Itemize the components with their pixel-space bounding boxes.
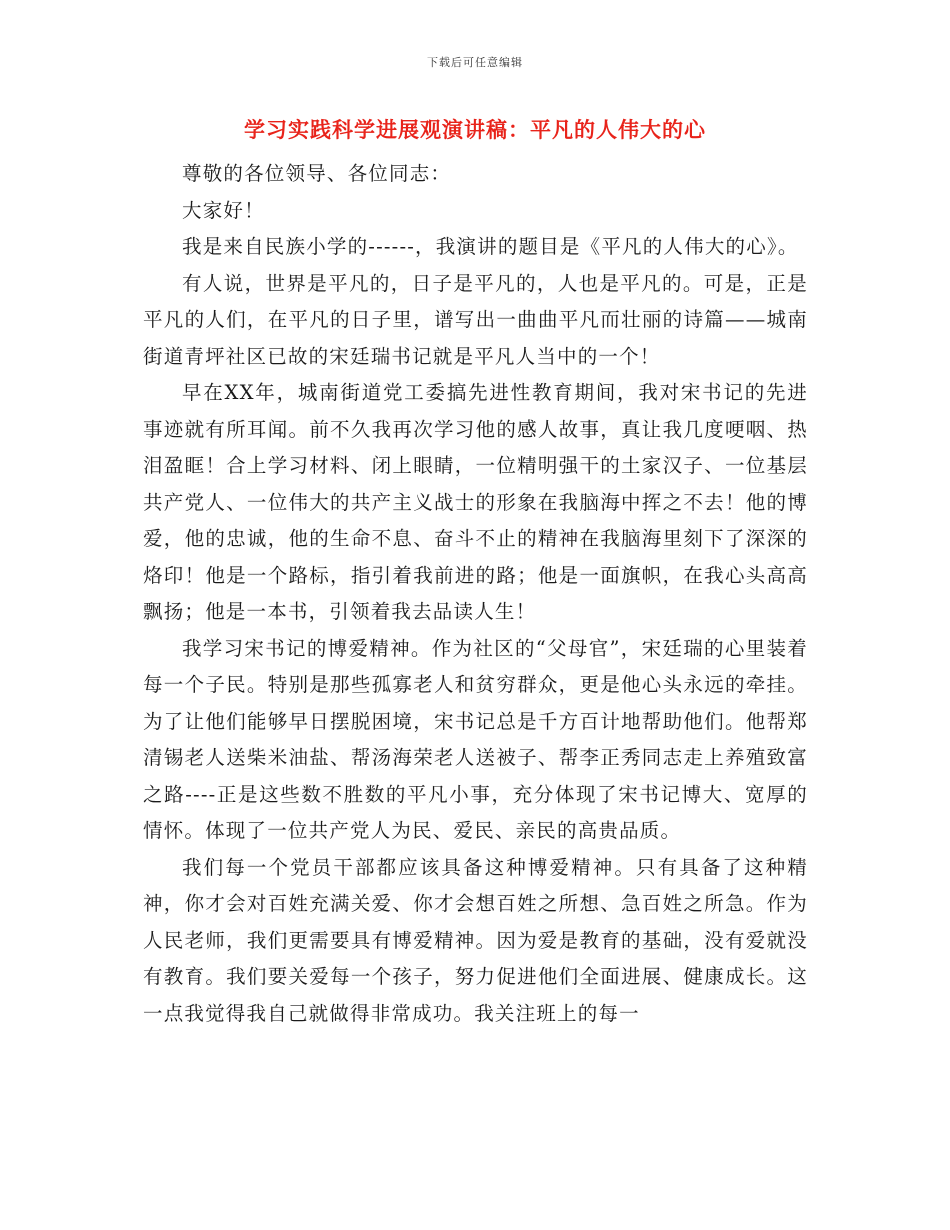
paragraph-greeting: 大家好！ — [182, 198, 265, 222]
paragraph-fraternity-spirit: 我学习宋书记的博爱精神。作为社区的“父母官”，宋廷瑞的心里装着每一个子民。特别是那些孤寡老人和贫穷群众，更是他心头永远的牵挂。为了让他们能够早日摆脱困境，宋书记总是千方百计地帮助他们。他帮郑清锡老人送柴米油盐、帮汤海荣老人送被子、帮李正秀同志走上养殖致富之路----正是这些数不胜数的平凡小事，充分体现了宋书记博大、宽厚的情怀。体现了一位共产党人为民、爱民、亲民的高贵品质。 — [143, 636, 808, 842]
document-title: 学习实践科学进展观演讲稿：平凡的人伟大的心 — [244, 117, 706, 142]
document-body — [143, 156, 808, 1032]
header-note: 下载后可任意编辑 — [427, 56, 523, 69]
paragraph-introduction: 我是来自民族小学的------，我演讲的题目是《平凡的人伟大的心》。 — [182, 235, 799, 258]
paragraph-ordinary-world: 有人说，世界是平凡的，日子是平凡的，人也是平凡的。可是，正是平凡的人们，在平凡的日子里，谱写出一曲曲平凡而壮丽的诗篇——城南街道青坪社区已故的宋廷瑞书记就是平凡人当中的一个！ — [143, 271, 808, 368]
paragraph-salutation: 尊敬的各位领导、各位同志： — [182, 162, 452, 185]
paragraph-early-deeds: 早在XX年，城南街道党工委搞先进性教育期间，我对宋书记的先进事迹就有所耳闻。前不久我再次学习他的感人故事，真让我几度哽咽、热泪盈眶！合上学习材料、闭上眼睛，一位精明强干的土家汉子、一位基层共产党人、一位伟大的共产主义战士的形象在我脑海中挥之不去！他的博爱，他的忠诚，他的生命不息、奋斗不止的精神在我脑海里刻下了深深的烙印！他是一个路标，指引着我前进的路；他是一面旗帜，在我心头高高飘扬；他是一本书，引领着我去品读人生！ — [143, 381, 808, 623]
paragraph-party-members: 我们每一个党员干部都应该具备这种博爱精神。只有具备了这种精神，你才会对百姓充满关爱、你才会想百姓之所想、急百姓之所急。作为人民老师，我们更需要具有博爱精神。因为爱是教育的基础，没有爱就没有教育。我们要关爱每一个孩子，努力促进他们全面进展、健康成长。这一点我觉得我自己就做得非常成功。我关注班上的每一 — [143, 855, 808, 1025]
